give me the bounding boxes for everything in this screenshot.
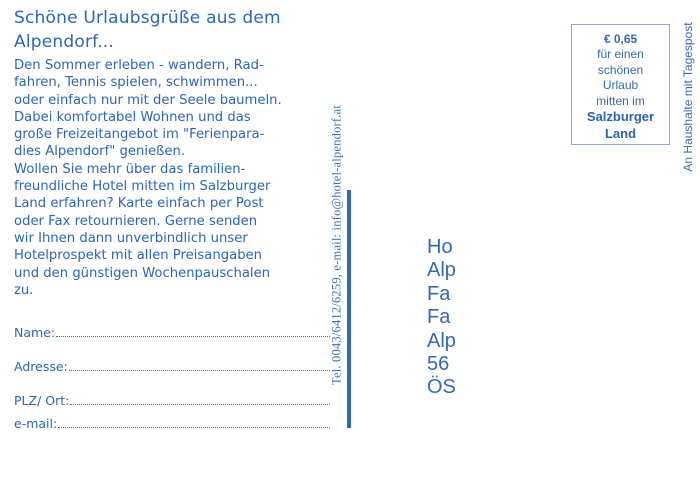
address-line: Fa [427, 306, 451, 329]
postage-stamp-box [571, 24, 670, 145]
body-line: oder einfach nur mit der Seele baumeln. [14, 92, 282, 108]
address-line: Fa [427, 282, 451, 305]
body-line: zu. [14, 282, 34, 298]
address-block [427, 236, 456, 406]
stamp-text-line: schönen [597, 62, 644, 77]
address-field[interactable] [14, 356, 330, 374]
stamp-text-line: für einen [597, 47, 644, 61]
name-field[interactable] [14, 322, 330, 340]
zip-city-write-line[interactable] [70, 403, 330, 405]
name-write-line[interactable] [56, 335, 330, 337]
email-field[interactable] [14, 413, 330, 431]
address-write-line[interactable] [69, 369, 330, 371]
contact-info-text: Tel. 0043/6412/6259, e-mail: info@hotel-alpendorf.at [329, 105, 344, 385]
body-line: dies Alpendorf" genießen. [14, 144, 186, 160]
body-line: freundliche Hotel mitten im Salzburger [14, 179, 271, 195]
contact-info-vertical [330, 60, 344, 430]
name-label: Name: [14, 325, 56, 340]
headline-line-1: Schöne Urlaubsgrüße aus dem [14, 8, 281, 28]
address-line: Alp [427, 329, 456, 352]
stamp-price: € 0,65 [603, 32, 638, 46]
headline [14, 6, 334, 54]
divider-bar [347, 190, 351, 428]
stamp-region-line: Salzburger [586, 109, 655, 124]
address-label: Adresse: [14, 359, 68, 374]
address-line: 56 [427, 353, 450, 376]
body-line: Land erfahren? Karte einfach per Post [14, 196, 264, 212]
postal-note-text: An Haushalte mit Tagespost [681, 22, 695, 172]
stamp-region-line: Land [604, 125, 637, 141]
email-label: e-mail: [14, 416, 58, 431]
headline-line-2: Alpendorf... [14, 32, 114, 52]
postal-note-vertical [678, 4, 698, 190]
body-line: Wollen Sie mehr über das familien- [14, 161, 246, 177]
address-line: Alp [427, 259, 456, 282]
body-line: und den günstigen Wochenpauschalen [14, 265, 271, 281]
zip-city-label: PLZ/ Ort: [14, 393, 70, 408]
body-line: oder Fax retournieren. Gerne senden [14, 213, 258, 229]
email-write-line[interactable] [58, 426, 330, 428]
stamp-text-line: mitten im [596, 93, 645, 108]
message-body [14, 57, 334, 299]
body-line: Hotelprospekt mit allen Preisangaben [14, 248, 263, 264]
body-line: Dabei komfortabel Wohnen und das [14, 109, 251, 125]
address-line: Ho [427, 236, 453, 258]
body-line: Den Sommer erleben - wandern, Rad- [14, 58, 264, 73]
body-line: wir Ihnen dann unverbindlich unser [14, 230, 248, 246]
body-line: fahren, Tennis spielen, schwimmen... [14, 75, 258, 91]
zip-city-field[interactable] [14, 390, 330, 408]
address-line: ÖS [427, 376, 456, 399]
stamp-text-line: Urlaub [602, 78, 639, 92]
body-line: große Freizeitangebot im "Ferienpara- [14, 127, 265, 143]
